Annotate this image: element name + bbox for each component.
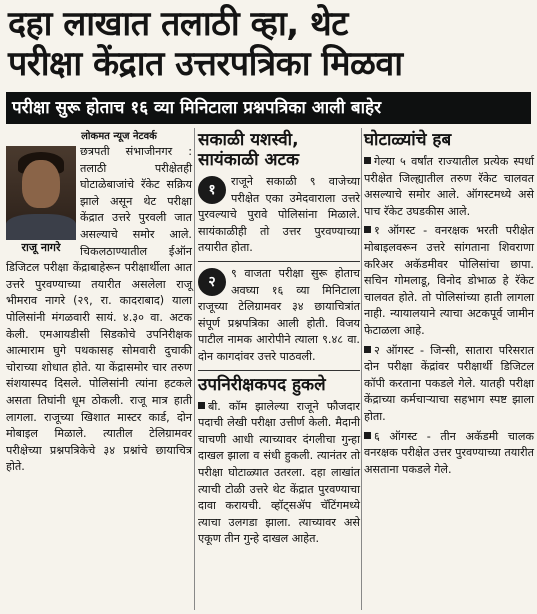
list-item <box>364 343 534 426</box>
section-heading-arrest: सकाळी यशस्वी, सायंकाळी अटक <box>198 130 300 170</box>
bullet-square-icon <box>364 157 371 164</box>
point-2-text: ९ वाजता परीक्षा सुरू होताच अवघ्या १६ व्या मिनिटाला राजूच्या टेलिग्रामवर ३४ छायाचित्रांत संपूर्ण प्रश्नपत्रिका आली होती. विजय पाटील नामक आरोपीने त्याला ९.४८ वा. दोन कागदांवर उत्तरे पाठवली. <box>198 266 360 363</box>
list-item <box>364 154 534 220</box>
point-3-text: बी. कॉम झालेल्या राजूने फौजदार पदाची लेखी परीक्षा उत्तीर्ण केली. मैदानी चाचणी आधी त्याच्यावर दंगलीचा गुन्हा दाखल झाला व संधी हुकली. त्यानंतर तो परीक्षा घोटाळ्यात उतरला. दहा लाखांत त्याची टोळी उत्तरे थेट केंद्रात पुरवण्याचा दावा करायची. व्हॉट्सॲप चॅटिंगमध्ये त्याचा उलगडा झाला. त्याच्यावर असे एकूण तीन गुन्हे दाखल आहेत. <box>198 399 360 546</box>
list-item <box>364 429 534 479</box>
headline-line-2: परीक्षा केंद्रात उत्तरपत्रिका मिळवा <box>8 44 403 84</box>
agency-credit: लोकमत न्यूज नेटवर्क <box>81 131 157 142</box>
point-3 <box>198 399 360 548</box>
main-story-body: छत्रपती संभाजीनगर : तलाठी परीक्षेतही घोटाळेबाजांचे रॅकेट सक्रिय झाले असून थेट परीक्षा केंद्रात उत्तरे पुरवली जात असल्याचे समोर आले. चिकलठाण्यातील ईऑन डिजिटल परीक्षा केंद्राबाहेरून परीक्षार्थीला आत उत्तरे पुरवण्याच्या तयारीत असलेला राजू भीमराव नागरे (२९, रा. कादराबाद) याला पोलिसांनी मंगळवारी सायं. ४.३० वा. अटक केली. एमआयडीसी सिडकोचे उपनिरीक्षक आत्माराम घुगे पथकासह सोमवारी दुचाकी चोराच्या शोधात होते. या केंद्रासमोर चार तरुण संशयास्पद दिसले. पोलिसांनी त्यांना हटकले असता तिघांनी धूम ठोकली. राजू मात्र हाती लागला. राजूच्या खिशात मास्टर कार्ड, दोन मोबाइल मिळाले. त्यातील टेलिग्रामवर परीक्षेच्या प्रश्नपत्रिकेचे ३४ प्रश्नांचे छायाचित्र होते. <box>6 145 192 474</box>
bullet-square-icon <box>364 346 371 353</box>
column-divider <box>194 128 195 610</box>
number-badge-1: १ <box>198 176 226 204</box>
column-middle <box>198 130 360 548</box>
column-divider <box>361 128 362 610</box>
list-item <box>364 223 534 339</box>
bullet-square-icon <box>364 226 371 233</box>
accused-photo-block <box>6 146 76 256</box>
headline-line-1: दहा लाखात तलाठी व्हा, थेट <box>8 4 348 44</box>
point-1-text: राजूने सकाळी ९ वाजेच्या परीक्षेत एका उमेदवाराला उत्तरे पुरवल्याचे पुरावे पोलिसांना मिळाले. सायंकाळीही तो उत्तर पुरवण्याच्या तयारीत होता. <box>198 175 360 255</box>
column-main-story <box>6 130 192 476</box>
section-heading-missed-post: उपनिरीक्षकपद हुकले <box>198 374 326 395</box>
bullet-square-icon <box>198 402 205 409</box>
list-item-text: ६ ऑगस्ट - तीन अकॅडमी चालक वनरक्षक परीक्षेत उत्तर पुरवण्याच्या तयारीत असताना पकडले गेले. <box>364 429 534 476</box>
separator <box>198 370 360 371</box>
point-1 <box>198 174 360 257</box>
list-item-text: २ ऑगस्ट - जिन्सी, सातारा परिसरात दोन परीक्षा केंद्रांवर परीक्षार्थी डिजिटल कॉपी करताना पकडले गेले. यातही परीक्षा केंद्राच्या कर्मचाऱ्याचा सहभाग स्पष्ट झाला होता. <box>364 343 534 423</box>
separator <box>198 261 360 262</box>
photo-caption: राजू नागरे <box>21 241 61 254</box>
subheadline-strip: परीक्षा सुरू होताच १६ व्या मिनिटाला प्रश्नपत्रिका आली बाहेर <box>6 92 531 124</box>
list-item-text: गेल्या ५ वर्षांत राज्यातील प्रत्येक स्पर्धा परीक्षेत जिल्ह्यातील तरुण रॅकेट चालवत असल्याचे समोर आले. ऑगस्टमध्ये असे पाच रॅकेट उघडकीस आले. <box>364 155 534 218</box>
number-badge-2: २ <box>198 268 226 296</box>
list-item-text: १ ऑगस्ट - वनरक्षक भरती परीक्षेत मोबाइलवरून उत्तरे सांगताना शिवराणा करिअर अकॅडमीवर पोलिसांचा छापा. सचिन गोमलाडू, विनोद डोभाळ हे रॅकेट चालवत होते. तो पोलिसांच्या हाती लागला नाही. न्यायालयाने त्याचा अटकपूर्व जामीन फेटाळला आहे. <box>364 224 534 337</box>
point-2 <box>198 266 360 366</box>
accused-photo <box>6 146 76 240</box>
section-heading-scam-hub: घोटाळ्यांचे हब <box>364 130 452 150</box>
column-scam-hub <box>364 130 534 481</box>
bullet-square-icon <box>364 432 371 439</box>
